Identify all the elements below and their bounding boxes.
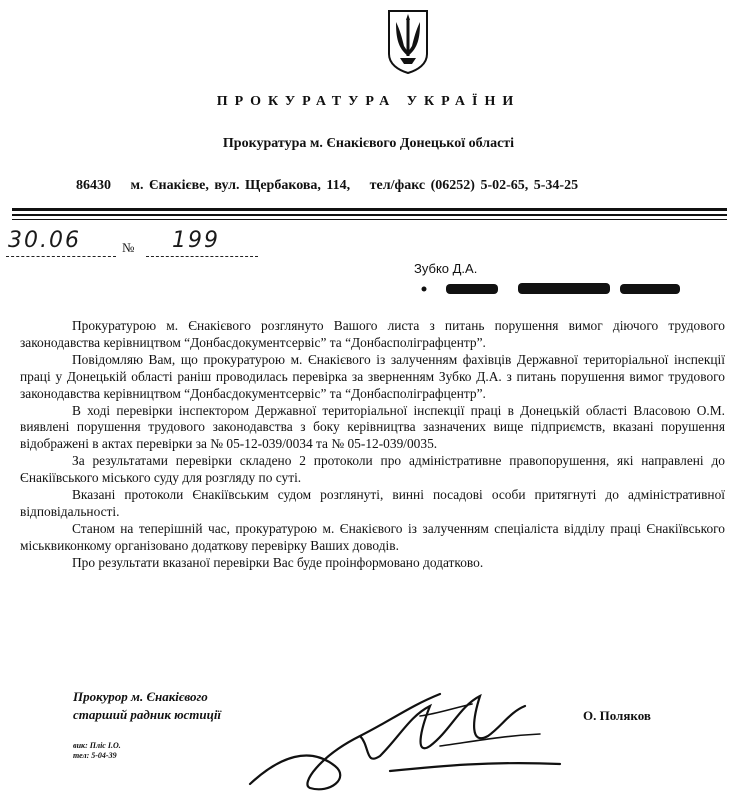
- street-address: м. Єнакієве, вул. Щербакова, 114,: [130, 178, 351, 193]
- office-title: Прокуратура м. Єнакієвого Донецької області: [222, 136, 515, 151]
- date-underline: [6, 256, 116, 258]
- reference-number: 199: [172, 228, 220, 253]
- header-divider: [12, 219, 727, 220]
- signatory-title: [73, 688, 221, 724]
- signatory-rank: старший радник юстиції: [73, 707, 222, 722]
- header-divider: [12, 214, 727, 216]
- header-divider: [12, 208, 727, 211]
- signatory-position: Прокурор м. Єнакієвого: [73, 689, 208, 704]
- paragraph: Про результати вказаної перевірки Вас буде проінформовано додатково.: [72, 554, 484, 570]
- number-sign: №: [122, 240, 135, 255]
- address-line: [76, 178, 592, 194]
- executor-name: вик: Пліс І.О.: [73, 741, 121, 750]
- redacted-address: [420, 282, 685, 294]
- postcode: 86430: [76, 178, 111, 193]
- executor-info: [73, 741, 121, 761]
- phone-fax: тел/факс (06252) 5-02-65, 5-34-25: [369, 178, 579, 193]
- addressee: Зубко Д.А.: [414, 261, 478, 276]
- reference-date: 30.06: [8, 228, 81, 253]
- paragraph: Станом на теперішній час, прокуратурою м. Єнакієвого із залученням спеціаліста відділу праці Єнакіївського міськвиконкому організовано додаткову перевірку Ваших доводів.: [20, 520, 725, 553]
- handwritten-signature: [240, 676, 570, 798]
- paragraph: За результатами перевірки складено 2 протоколи про адміністративне правопорушення, які направлені до Єнакіївського міського суду для розгляду по суті.: [20, 453, 725, 486]
- paragraph: В ході перевірки інспектором Державної територіальної інспекції праці в Донецькій області Власовою О.М. виявлені порушення трудового законодавства з боку керівництва зазначених вище підприємств, вказані порушення відображені в актах перевірки за № 05-12-039/0034 та № 05-12-039/0035.: [20, 402, 725, 452]
- agency-title: ПРОКУРАТУРА УКРАЇНИ: [216, 94, 521, 109]
- number-underline: [146, 256, 258, 258]
- signatory-name: О. Поляков: [583, 708, 651, 723]
- paragraph: Прокуратурою м. Єнакієвого розглянуто Вашого листа з питань порушення вимог діючого трудового законодавства керівництвом “Донбасдокументсервіс” та “Донбасполіграфцентр”.: [20, 318, 725, 350]
- coat-of-arms-icon: [386, 8, 430, 74]
- executor-phone: тел: 5-04-39: [73, 751, 117, 760]
- letter-body: [20, 318, 725, 572]
- paragraph: Повідомляю Вам, що прокуратурою м. Єнакієвого із залученням фахівців Державної територіальної інспекції праці у Донецькій області раніш проводилась перевірка за зверненням Зубко Д.А. з питань порушення вимог трудового законодавства керівництвом “Донбасдокументсервіс” та “Донбасполіграфцентр”.: [20, 351, 725, 401]
- paragraph: Вказані протоколи Єнакіївським судом розглянуті, винні посадові особи притягнуті до адміністративної відповідальності.: [20, 487, 725, 519]
